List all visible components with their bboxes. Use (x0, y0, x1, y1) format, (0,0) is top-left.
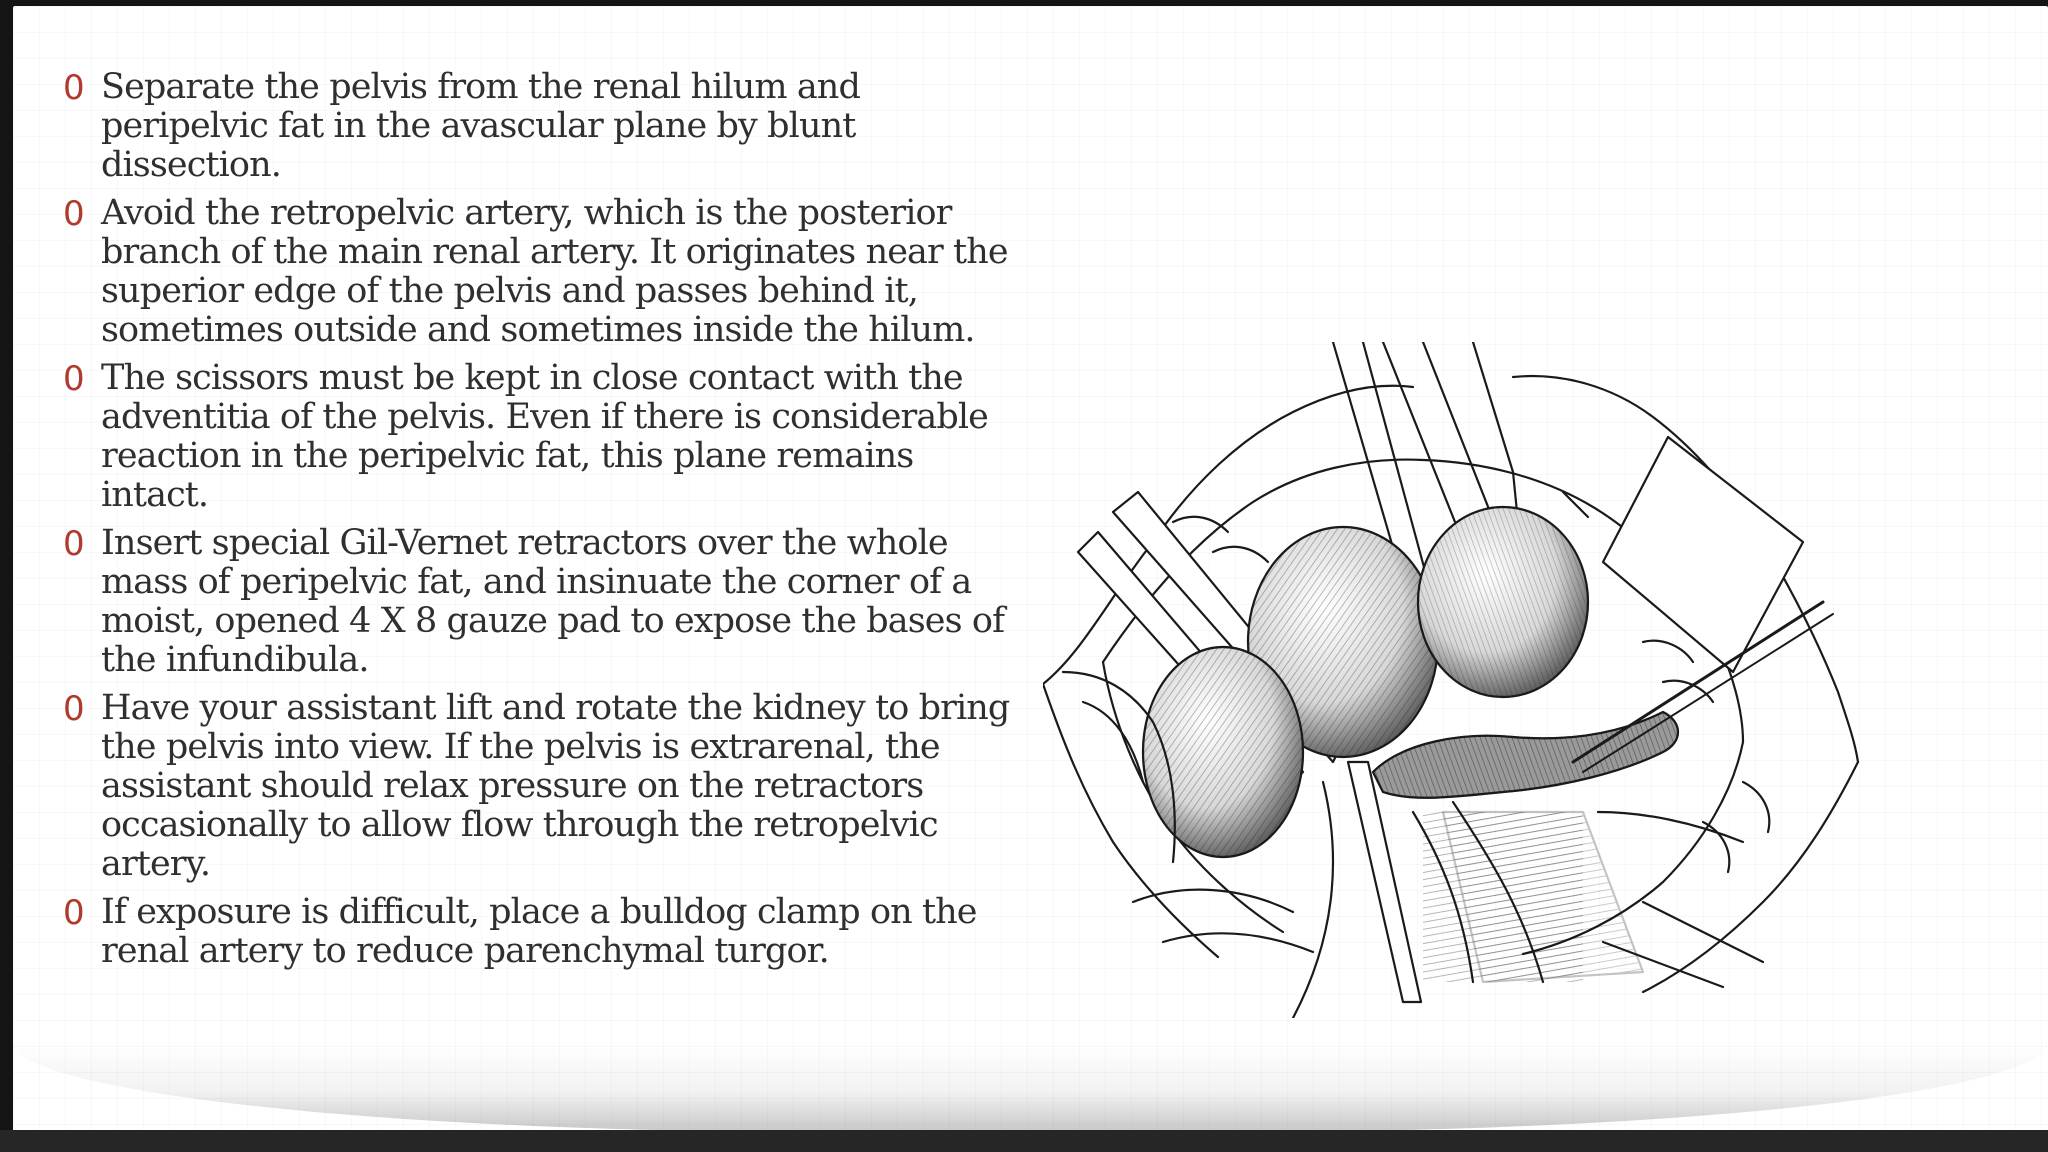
bullet-item (63, 68, 1023, 185)
bullet-text: If exposure is difficult, place a bulldog clamp on the renal artery to reduce parenchymal turgor. (101, 892, 977, 971)
slide-bottom-shadow (13, 1042, 2048, 1132)
bullet-marker: 0 (63, 893, 85, 933)
bullet-marker: 0 (63, 524, 85, 564)
surgical-illustration-icon (1043, 342, 1863, 1018)
bullet-text: Have your assistant lift and rotate the kidney to bring the pelvis into view. If the pelvis is extrarenal, the assistant should relax pressure on the retractors occasionally to allow flow through the retropelvic artery. (101, 688, 1010, 884)
bullet-text: The scissors must be kept in close contact with the adventitia of the pelvis. Even if there is considerable reaction in the peripelvic fat, this plane remains intact. (101, 358, 988, 515)
bullet-item (63, 359, 1023, 515)
bullet-item (63, 893, 1023, 971)
bullet-marker: 0 (63, 689, 85, 729)
bullet-item (63, 689, 1023, 884)
bullet-text: Insert special Gil-Vernet retractors over the whole mass of peripelvic fat, and insinuate the corner of a moist, opened 4 X 8 gauze pad to expose the bases of the infundibula. (101, 523, 1005, 680)
bullet-text: Separate the pelvis from the renal hilum and peripelvic fat in the avascular plane by blunt dissection. (101, 67, 860, 185)
bullet-text: Avoid the retropelvic artery, which is the posterior branch of the main renal artery. It originates near the superior edge of the pelvis and passes behind it, sometimes outside and sometimes inside the hilum. (101, 193, 1008, 350)
bullet-marker: 0 (63, 68, 85, 108)
bullet-list (63, 68, 1023, 980)
bottom-frame-bar (0, 1130, 2048, 1152)
slide (13, 6, 2048, 1132)
bullet-item (63, 194, 1023, 350)
bullet-marker: 0 (63, 194, 85, 234)
bullet-item (63, 524, 1023, 680)
bullet-marker: 0 (63, 359, 85, 399)
